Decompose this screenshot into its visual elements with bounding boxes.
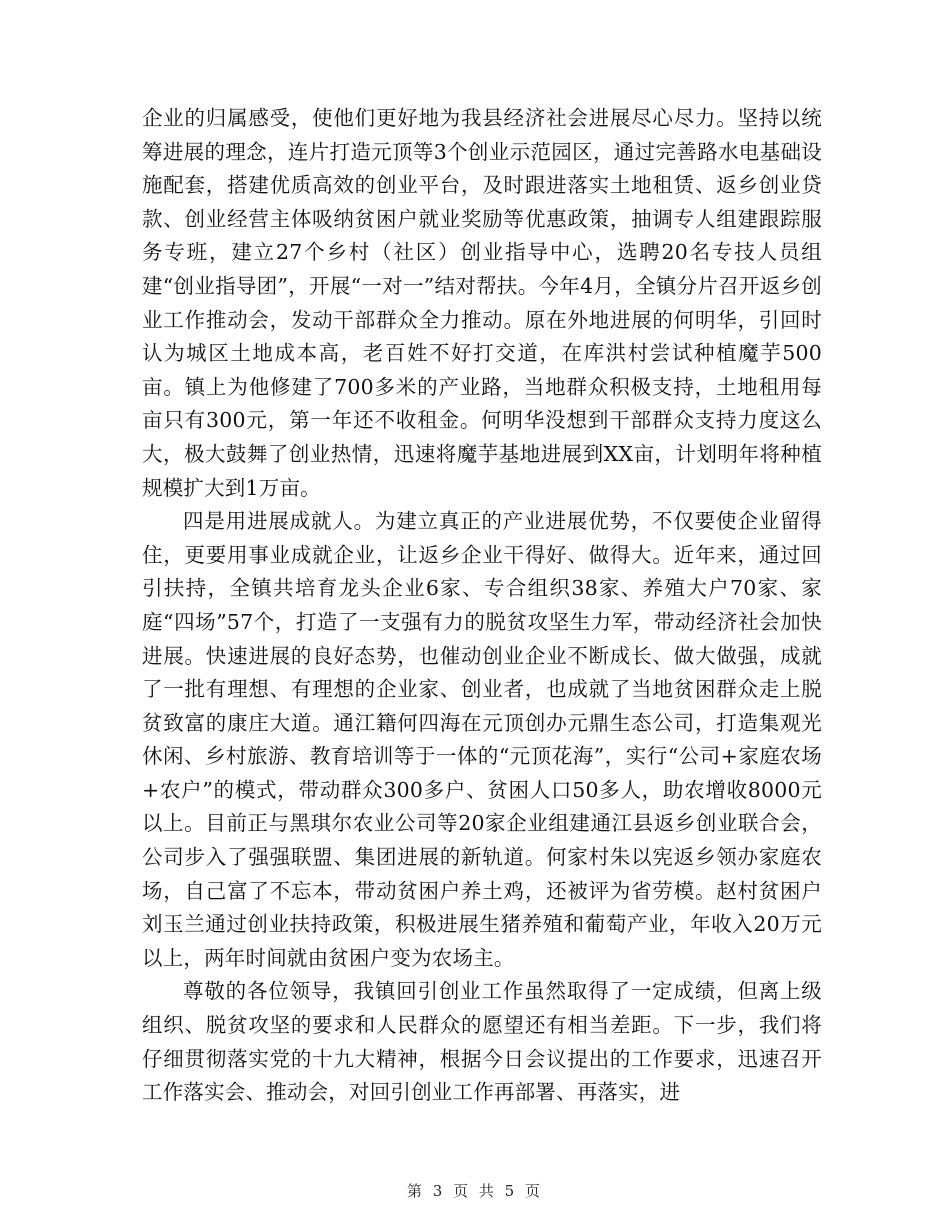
page-footer: 第 3 页 共 5 页 <box>407 1182 543 1200</box>
document-body <box>142 102 822 1110</box>
paragraph-1: 企业的归属感受，使他们更好地为我县经济社会进展尽心尽力。坚持以统筹进展的理念，连片打造元顶等3个创业示范园区，通过完善路水电基础设施配套，搭建优质高效的创业平台，及时跟进落实土地租赁、返乡创业贷款、创业经营主体吸纳贫困户就业奖励等优惠政策，抽调专人组建跟踪服务专班，建立27个乡村（社区）创业指导中心，选聘20名专技人员组建“创业指导团”，开展“一对一”结对帮扶。今年4月，全镇分片召开返乡创业工作推动会，发动干部群众全力推动。原在外地进展的何明华，引回时认为城区土地成本高，老百姓不好打交道，在库洪村尝试种植魔芋500亩。镇上为他修建了700多米的产业路，当地群众积极支持，土地租用每亩只有300元，第一年还不收租金。何明华没想到干部群众支持力度这么大，极大鼓舞了创业热情，迅速将魔芋基地进展到XX亩，计划明年将种植规模扩大到1万亩。 <box>142 106 822 500</box>
paragraph-2: 四是用进展成就人。为建立真正的产业进展优势，不仅要使企业留得住，更要用事业成就企业，让返乡企业干得好、做得大。近年来，通过回引扶持，全镇共培育龙头企业6家、专合组织38家、养殖大户70家、家庭“四场”57个，打造了一支强有力的脱贫攻坚生力军，带动经济社会加快进展。快速进展的良好态势，也催动创业企业不断成长、做大做强，成就了一批有理想、有理想的企业家、创业者，也成就了当地贫困群众走上脱贫致富的康庄大道。通江籍何四海在元顶创办元鼎生态公司，打造集观光休闲、乡村旅游、教育培训等于一体的“元顶花海”，实行“公司+家庭农场+农户”的模式，带动群众300多户、贫困人口50多人，助农增收8000元以上。目前正与黑琪尔农业公司等20家企业组建通江县返乡创业联合会，公司步入了强强联盟、集团进展的新轨道。何家村朱以宪返乡领办家庭农场，自己富了不忘本，带动贫困户养土鸡，还被评为省劳模。赵村贫困户刘玉兰通过创业扶持政策，积极进展生猪养殖和葡萄产业，年收入20万元以上，两年时间就由贫困户变为农场主。 <box>142 509 822 970</box>
paragraph-3: 尊敬的各位领导，我镇回引创业工作虽然取得了一定成绩，但离上级组织、脱贫攻坚的要求和人民群众的愿望还有相当差距。下一步，我们将仔细贯彻落实党的十九大精神，根据今日会议提出的工作要求，迅速召开工作落实会、推动会，对回引创业工作再部署、再落实，进 <box>142 979 822 1105</box>
